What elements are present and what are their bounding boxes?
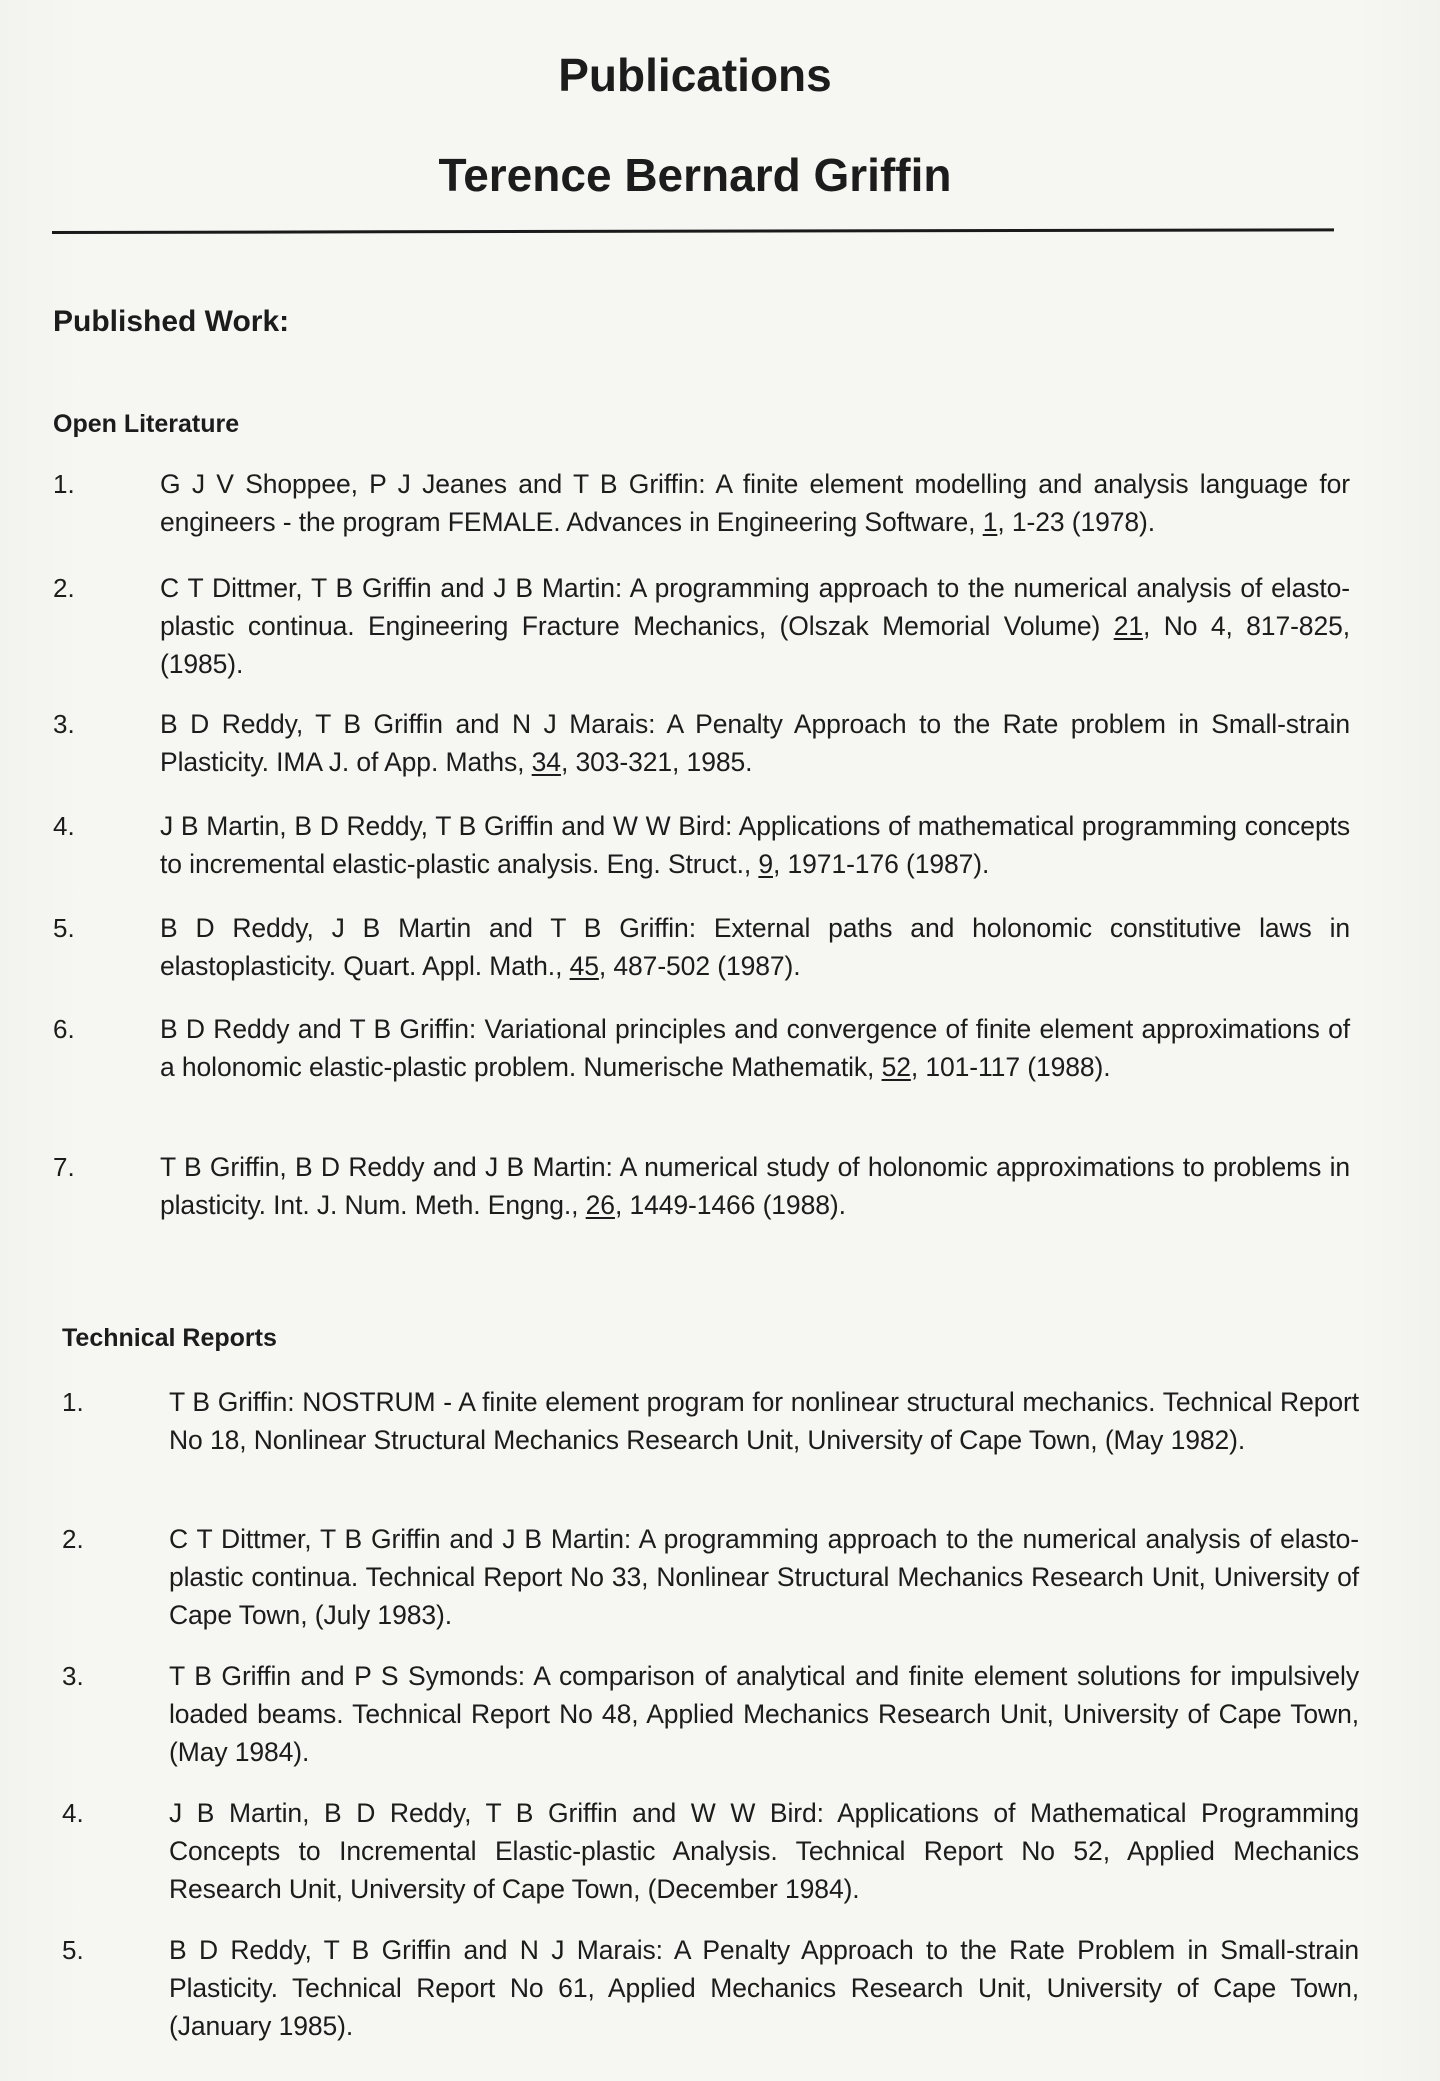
entry-number: 4. — [62, 1798, 84, 1828]
entry-citation: T B Griffin and P S Symonds: A comparison of analytical and finite element solutions for impulsively loaded beams. Technical Report No 48, Applied Mechanics Research Unit, University of Cape Town, (May 1984). — [169, 1661, 1359, 1767]
technical-report-entry — [62, 1657, 1362, 1771]
open-literature-heading: Open Literature — [53, 410, 240, 438]
technical-report-entry — [62, 1383, 1362, 1459]
document-title: Publications — [558, 49, 832, 101]
entry-number: 3. — [53, 709, 75, 739]
technical-reports-heading: Technical Reports — [62, 1324, 277, 1352]
entry-citation: C T Dittmer, T B Griffin and J B Martin: A programming approach to the numerical analysis of elasto-plastic continua. Technical Report No 33, Nonlinear Structural Mechanics Research Unit, University of Cape Town, (July 1983). — [169, 1524, 1359, 1630]
entry-number: 2. — [53, 573, 75, 603]
entry-citation: B D Reddy and T B Griffin: Variational principles and convergence of finite element approximations of a holonomic elastic-plastic problem. Numerische Mathematik, 52, 101-117 (1988). — [160, 1014, 1350, 1082]
horizontal-rule — [52, 228, 1334, 234]
entry-number: 6. — [53, 1014, 75, 1044]
open-literature-entry — [53, 909, 1353, 985]
open-literature-entry — [53, 1010, 1353, 1086]
entry-citation: B D Reddy, J B Martin and T B Griffin: External paths and holonomic constitutive laws in elastoplasticity. Quart. Appl. Math., 45, 487-502 (1987). — [160, 913, 1350, 981]
entry-number: 7. — [53, 1152, 75, 1182]
volume-number: 34 — [531, 747, 561, 777]
volume-number: 21 — [1113, 611, 1143, 641]
author-name: Terence Bernard Griffin — [438, 149, 952, 201]
entry-citation: J B Martin, B D Reddy, T B Griffin and W W Bird: Applications of mathematical programming concepts to incremental elastic-plastic analysis. Eng. Struct., 9, 1971-176 (1987). — [160, 811, 1350, 879]
entry-number: 5. — [53, 913, 75, 943]
volume-number: 9 — [758, 849, 773, 879]
volume-number: 52 — [881, 1052, 911, 1082]
entry-citation: T B Griffin: NOSTRUM - A finite element program for nonlinear structural mechanics. Technical Report No 18, Nonlinear Structural Mechanics Research Unit, University of Cape Town, (May 1982). — [169, 1387, 1359, 1455]
entry-citation: T B Griffin, B D Reddy and J B Martin: A numerical study of holonomic approximations to problems in plasticity. Int. J. Num. Meth. Engng., 26, 1449-1466 (1988). — [160, 1152, 1350, 1220]
entry-number: 3. — [62, 1661, 84, 1691]
open-literature-entry — [53, 1148, 1353, 1224]
entry-citation: B D Reddy, T B Griffin and N J Marais: A Penalty Approach to the Rate Problem in Small-strain Plasticity. Technical Report No 61, Applied Mechanics Research Unit, University of Cape Town, (January 1985). — [169, 1935, 1359, 2041]
entry-citation: B D Reddy, T B Griffin and N J Marais: A Penalty Approach to the Rate problem in Small-strain Plasticity. IMA J. of App. Maths, 34, 303-321, 1985. — [160, 709, 1350, 777]
open-literature-entry — [53, 465, 1353, 541]
entry-citation: G J V Shoppee, P J Jeanes and T B Griffin: A finite element modelling and analysis language for engineers - the program FEMALE. Advances in Engineering Software, 1, 1-23 (1978). — [160, 469, 1350, 537]
volume-number: 1 — [982, 507, 998, 537]
entry-number: 1. — [62, 1387, 84, 1417]
technical-report-entry — [62, 1520, 1362, 1634]
published-work-heading: Published Work: — [53, 305, 290, 338]
entry-number: 5. — [62, 1935, 84, 1965]
volume-number: 45 — [569, 951, 599, 981]
entry-number: 1. — [53, 469, 75, 499]
entry-number: 2. — [62, 1524, 84, 1554]
open-literature-entry — [53, 807, 1353, 883]
volume-number: 26 — [585, 1190, 615, 1220]
entry-number: 4. — [53, 811, 75, 841]
entry-citation: J B Martin, B D Reddy, T B Griffin and W W Bird: Applications of Mathematical Programming Concepts to Incremental Elastic-plastic Analysis. Technical Report No 52, Applied Mechanics Research Unit, University of Cape Town, (December 1984). — [169, 1798, 1359, 1904]
open-literature-entry — [53, 569, 1353, 683]
technical-report-entry — [62, 1794, 1362, 1908]
technical-report-entry — [62, 1931, 1362, 2045]
open-literature-entry — [53, 705, 1353, 781]
entry-citation: C T Dittmer, T B Griffin and J B Martin: A programming approach to the numerical analysis of elasto-plastic continua. Engineering Fracture Mechanics, (Olszak Memorial Volume) 21, No 4, 817-825, (1985). — [160, 573, 1350, 679]
